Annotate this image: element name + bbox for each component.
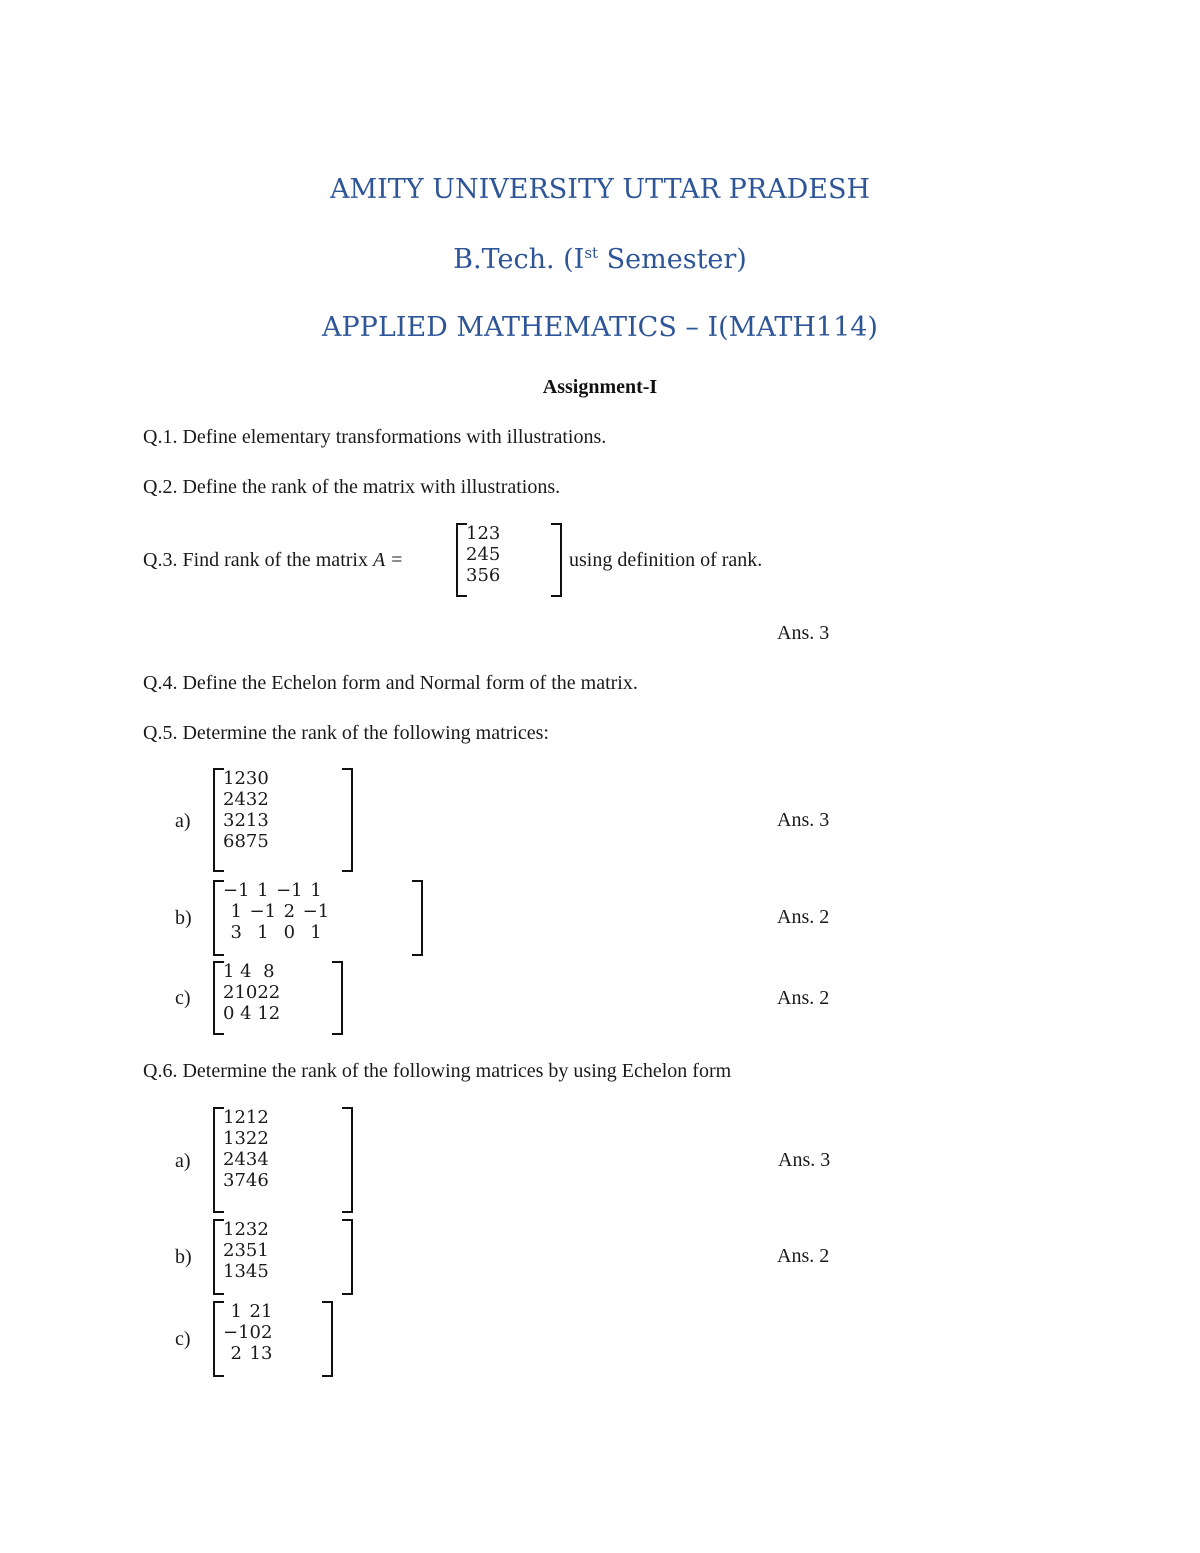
matrix-cell: −1: [249, 901, 277, 922]
matrix-row: [223, 982, 280, 1003]
q6-part-b-label: b): [175, 1246, 192, 1268]
matrix-cell: 3: [257, 810, 269, 831]
answer-q3: Ans. 3: [777, 622, 830, 644]
matrix-cell: 8: [234, 831, 246, 852]
matrix-cell: 1: [223, 1219, 235, 1240]
matrix-cell: 1: [223, 1107, 235, 1128]
matrix-row: [223, 1261, 269, 1282]
matrix-cell: 3: [261, 1343, 273, 1364]
course-title: APPLIED MATHEMATICS – I(MATH114): [322, 312, 878, 343]
matrix-cell: 1: [245, 1107, 258, 1128]
answer-q6-b: Ans. 2: [777, 1245, 830, 1267]
matrix-cell: 2: [257, 789, 269, 810]
matrix-cell: 3: [245, 1149, 258, 1170]
matrix-cell: 1: [257, 922, 269, 943]
q5-part-c-label: c): [175, 987, 191, 1009]
matrix-cell: 2: [223, 982, 235, 1003]
matrix-row: [466, 523, 500, 544]
matrix-cell: 1: [310, 922, 322, 943]
question-3-prefix: [143, 549, 403, 572]
matrix-cell: 8: [263, 961, 275, 982]
matrix-cell: 4: [245, 1261, 258, 1282]
matrix-q6-b: [213, 1219, 353, 1295]
matrix-q5-b: [213, 880, 423, 956]
matrix-row: [223, 789, 269, 810]
question-2: Q.2. Define the rank of the matrix with illustrations.: [143, 476, 561, 498]
matrix-row: [223, 880, 329, 901]
matrix-cell: 1: [249, 1343, 261, 1364]
answer-q6-a: Ans. 3: [778, 1149, 831, 1171]
matrix-cell: −1: [302, 901, 330, 922]
matrix-cell: 1: [466, 523, 478, 544]
matrix-variable: A =: [372, 549, 404, 571]
matrix-cell: 1: [223, 1261, 235, 1282]
matrix-row: [223, 961, 280, 982]
answer-q5-c: Ans. 2: [777, 987, 830, 1009]
matrix-cell: 2: [223, 1240, 235, 1261]
matrix-cell: 6: [223, 831, 235, 852]
matrix-q6-a: [213, 1107, 353, 1213]
matrix-cell: 5: [477, 565, 489, 586]
matrix-row: [223, 1219, 269, 1240]
matrix-row: [223, 1107, 269, 1128]
matrix-cell: 2: [245, 1128, 258, 1149]
matrix-cell: 1: [257, 1240, 269, 1261]
matrix-q6-c: [213, 1301, 333, 1377]
matrix-row: [223, 1240, 269, 1261]
matrix-table: [223, 1107, 269, 1191]
program-prefix: B.Tech. (I: [453, 244, 585, 275]
question-6: Q.6. Determine the rank of the following matrices by using Echelon form: [143, 1060, 732, 1082]
matrix-cell: 1: [230, 901, 242, 922]
matrix-table: [223, 1219, 269, 1282]
question-3-text: Q.3. Find rank of the matrix: [143, 549, 373, 571]
matrix-row: [223, 1128, 269, 1149]
matrix-cell: 3: [245, 1219, 258, 1240]
matrix-q5-c: [213, 961, 343, 1035]
matrix-cell: −1: [276, 880, 303, 901]
matrix-cell: 2: [234, 768, 246, 789]
matrix-row: [223, 1149, 269, 1170]
matrix-cell: 2: [466, 544, 478, 565]
question-1: Q.1. Define elementary transformations with illustrations.: [143, 426, 607, 448]
answer-q5-a: Ans. 3: [777, 809, 830, 831]
matrix-cell: 4: [257, 1149, 269, 1170]
matrix-q5-a: [213, 768, 353, 872]
matrix-cell: 0: [283, 922, 296, 943]
matrix-cell: 22: [257, 982, 281, 1003]
matrix-cell: 1: [223, 1128, 235, 1149]
matrix-row: [223, 922, 329, 943]
matrix-cell: 4: [234, 789, 246, 810]
matrix-cell: 3: [223, 1170, 235, 1191]
assignment-title: Assignment-I: [542, 376, 658, 398]
matrix-row: [466, 565, 500, 586]
matrix-cell: 10: [234, 982, 258, 1003]
program-superscript: st: [584, 244, 599, 262]
university-title: AMITY UNIVERSITY UTTAR PRADESH: [330, 174, 870, 205]
matrix-cell: 2: [257, 1107, 269, 1128]
matrix-cell: 2: [223, 789, 235, 810]
matrix-cell: 5: [257, 1261, 269, 1282]
matrix-cell: 4: [245, 1170, 258, 1191]
matrix-cell: 3: [466, 565, 478, 586]
question-4: Q.4. Define the Echelon form and Normal form of the matrix.: [143, 672, 638, 694]
matrix-cell: 0: [249, 1322, 261, 1343]
matrix-cell: 3: [234, 1261, 246, 1282]
matrix-row: [466, 544, 500, 565]
matrix-row: [223, 1170, 269, 1191]
matrix-row: [223, 1343, 272, 1364]
question-5: Q.5. Determine the rank of the following matrices:: [143, 722, 549, 744]
matrix-cell: 3: [230, 922, 242, 943]
matrix-cell: 2: [249, 1301, 261, 1322]
matrix-row: [223, 1301, 272, 1322]
matrix-cell: 2: [257, 1219, 269, 1240]
matrix-cell: 5: [257, 831, 269, 852]
question-3-suffix: using definition of rank.: [569, 549, 763, 571]
matrix-row: [223, 768, 269, 789]
matrix-cell: 2: [234, 1107, 246, 1128]
matrix-cell: 6: [488, 565, 501, 586]
matrix-row: [223, 810, 269, 831]
program-suffix: Semester): [598, 244, 747, 275]
matrix-cell: 5: [245, 1240, 258, 1261]
matrix-cell: 2: [257, 1128, 269, 1149]
matrix-cell: 1: [230, 1301, 242, 1322]
matrix-cell: 2: [234, 1219, 246, 1240]
matrix-cell: 1: [245, 810, 258, 831]
matrix-cell: 2: [234, 810, 246, 831]
matrix-cell: 4: [240, 1003, 252, 1024]
matrix-q3: [456, 523, 562, 597]
matrix-table: [223, 880, 329, 943]
matrix-row: [223, 901, 329, 922]
matrix-row: [223, 1322, 272, 1343]
matrix-cell: −1: [223, 880, 250, 901]
matrix-cell: 4: [240, 961, 252, 982]
matrix-cell: 7: [234, 1170, 246, 1191]
matrix-cell: 1: [310, 880, 322, 901]
matrix-cell: 0: [223, 1003, 235, 1024]
matrix-cell: 4: [234, 1149, 246, 1170]
matrix-cell: 1: [257, 880, 269, 901]
matrix-cell: 2: [223, 1149, 235, 1170]
matrix-cell: 3: [234, 1128, 246, 1149]
matrix-cell: 4: [477, 544, 489, 565]
matrix-row: [223, 831, 269, 852]
matrix-row: [223, 1003, 280, 1024]
matrix-cell: 3: [245, 768, 258, 789]
matrix-table: [223, 1301, 272, 1364]
matrix-cell: 2: [283, 901, 296, 922]
q6-part-a-label: a): [175, 1150, 191, 1172]
matrix-cell: 6: [257, 1170, 269, 1191]
matrix-cell: 12: [257, 1003, 281, 1024]
matrix-cell: 5: [488, 544, 501, 565]
matrix-cell: 2: [230, 1343, 242, 1364]
matrix-cell: 7: [245, 831, 258, 852]
matrix-table: [223, 961, 280, 1024]
program-title: [0, 244, 1200, 275]
matrix-cell: 3: [245, 789, 258, 810]
q5-part-b-label: b): [175, 907, 192, 929]
matrix-cell: 1: [223, 961, 235, 982]
matrix-cell: 1: [261, 1301, 273, 1322]
q5-part-a-label: a): [175, 810, 191, 832]
answer-q5-b: Ans. 2: [777, 906, 830, 928]
q6-part-c-label: c): [175, 1328, 191, 1350]
matrix-table: [223, 768, 269, 852]
matrix-cell: 2: [477, 523, 489, 544]
matrix-cell: 0: [257, 768, 269, 789]
matrix-cell: −1: [223, 1322, 250, 1343]
matrix-cell: 3: [488, 523, 501, 544]
matrix-cell: 2: [261, 1322, 273, 1343]
matrix-table: [466, 523, 500, 586]
matrix-cell: 3: [234, 1240, 246, 1261]
matrix-cell: 1: [223, 768, 235, 789]
matrix-cell: 3: [223, 810, 235, 831]
